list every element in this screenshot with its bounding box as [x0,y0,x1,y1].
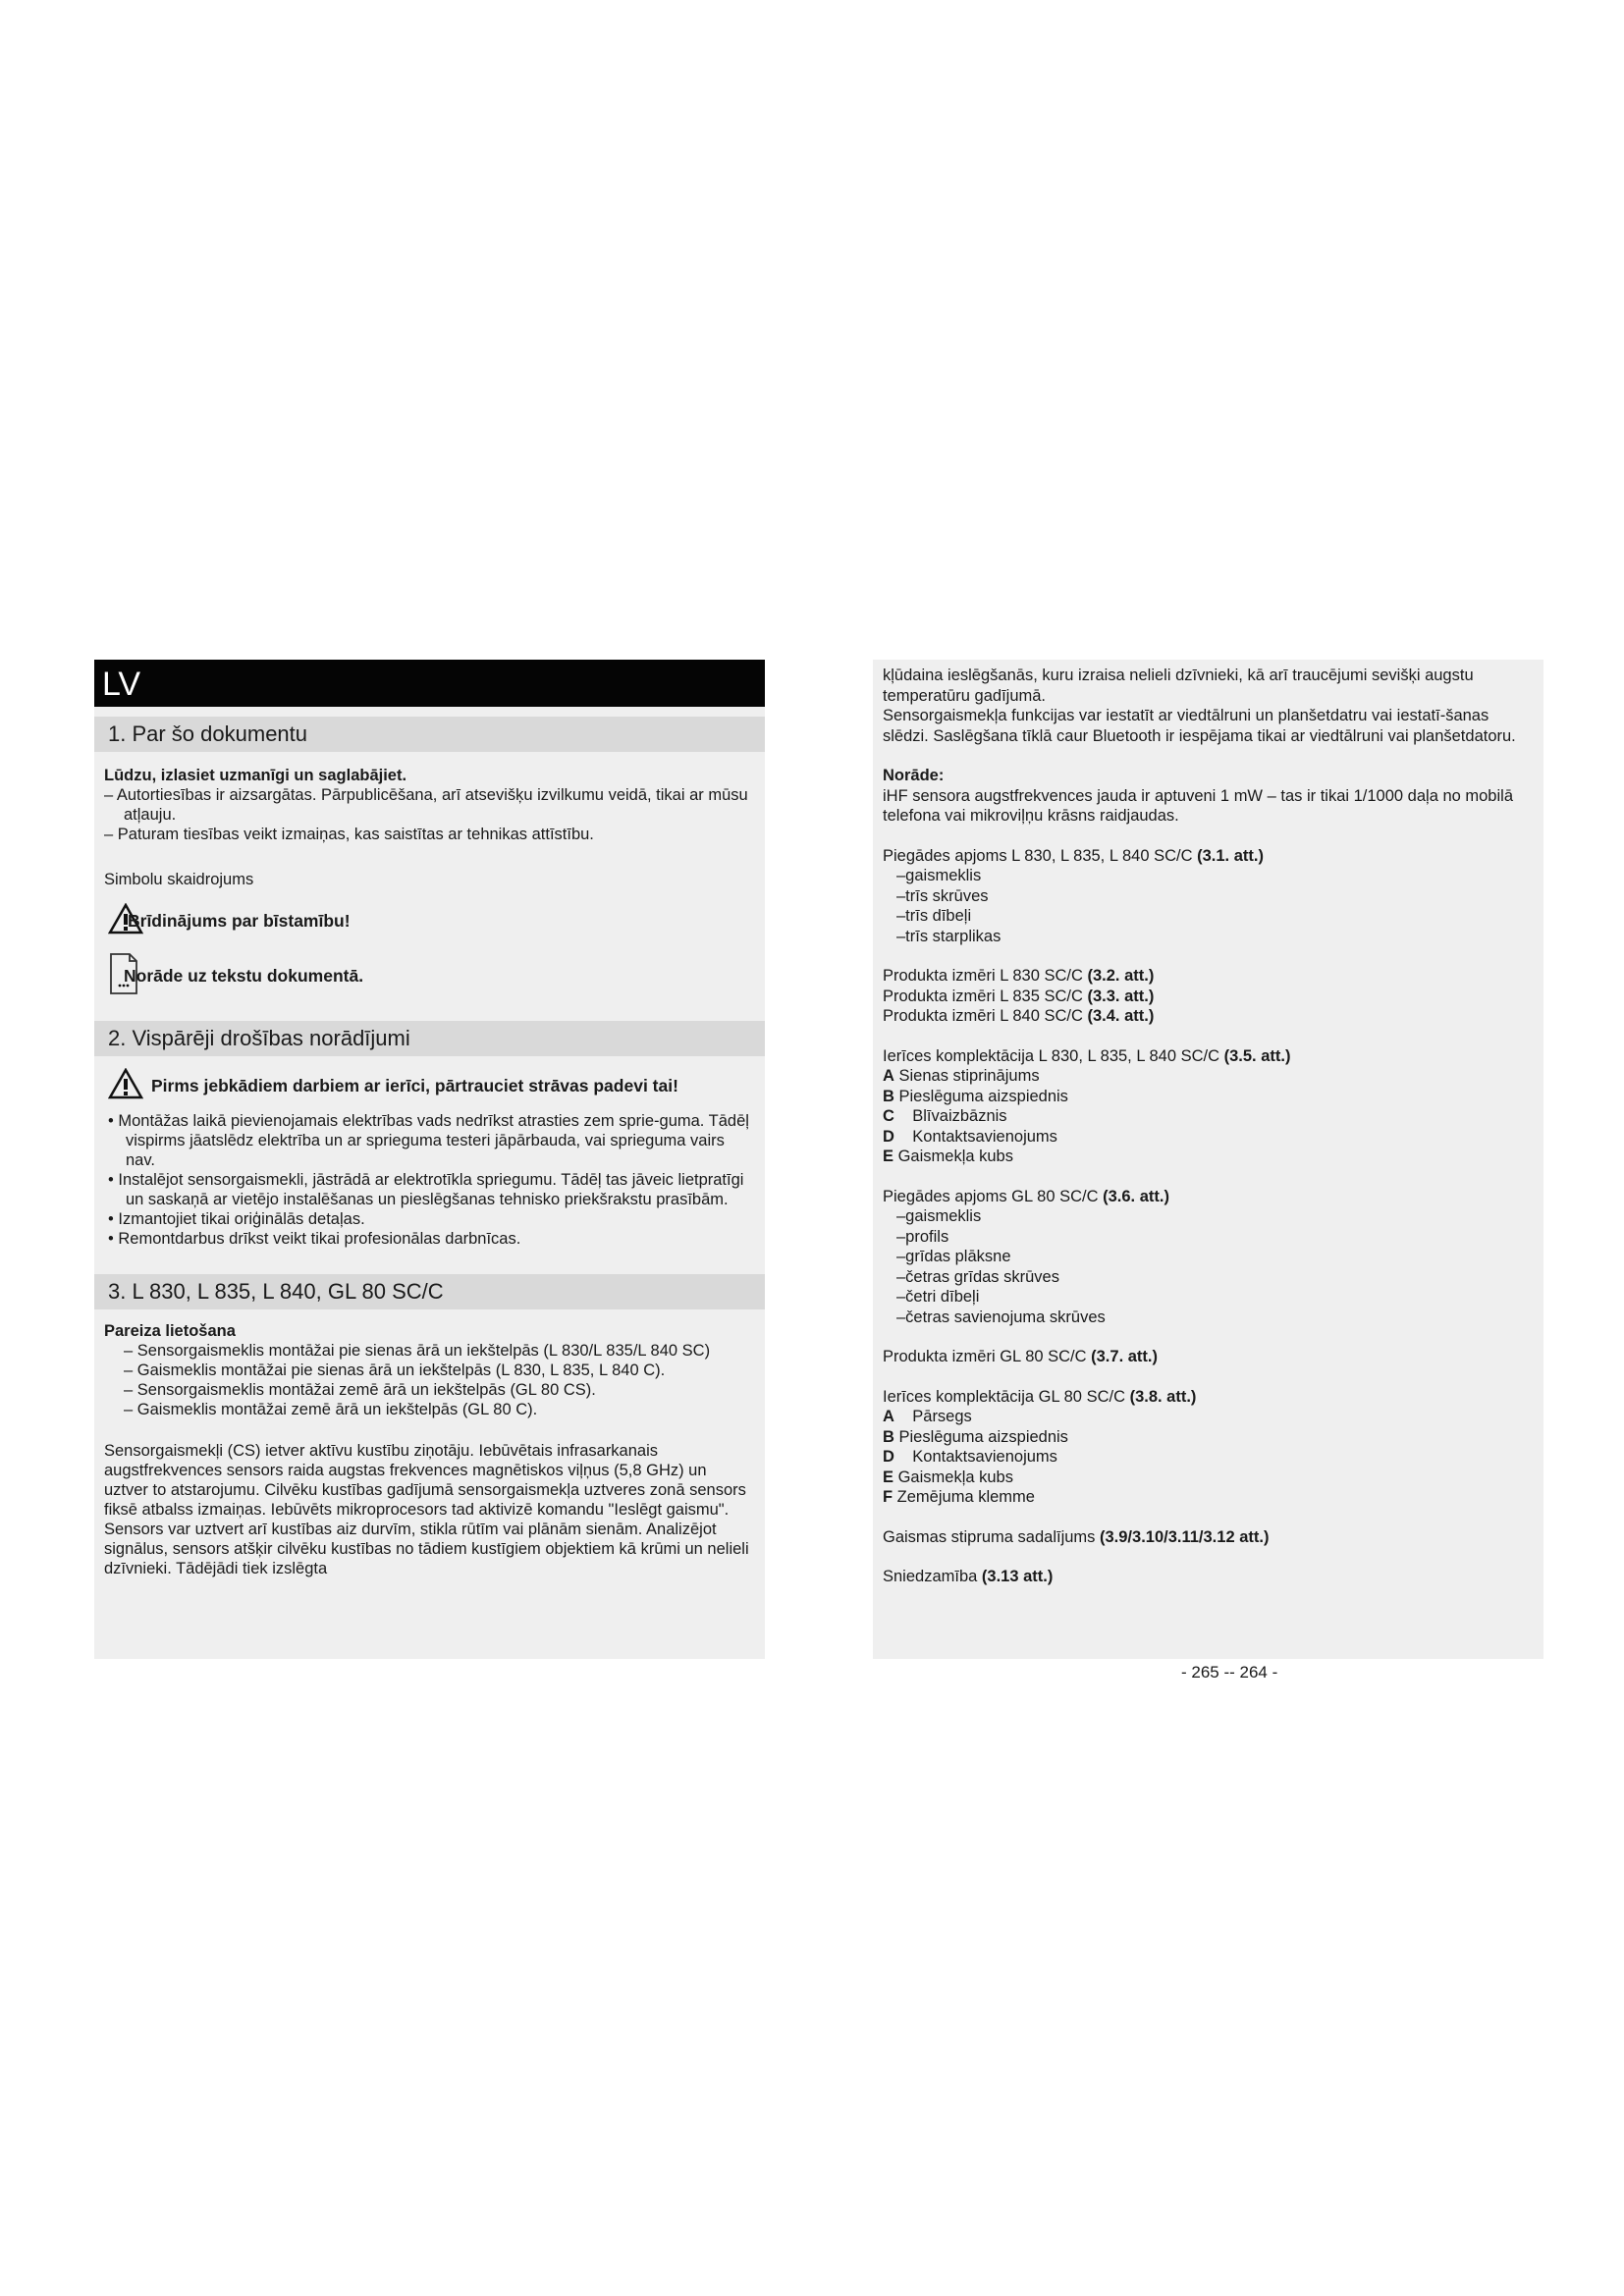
figure-ref: (3.4. att.) [1087,1007,1155,1025]
kit-key: B [883,1087,894,1105]
kit-key: D [883,1127,894,1146]
list-item: –četras savienojuma skrūves [896,1308,1106,1326]
scope-l-series [883,846,1534,867]
list-item: – Gaismeklis montāžai zemē ārā un iekštelpās (GL 80 C). [124,1401,538,1418]
light-distribution-text: Gaismas stipruma sadalījums [883,1527,1100,1546]
section-1-heading: 1. Par šo dokumentu [94,717,765,752]
kit-key: E [883,1148,894,1165]
kit-item [883,1427,1534,1448]
dims-l835 [883,987,1534,1007]
kit-gl80-text: Ierīces komplektācija GL 80 SC/C [883,1387,1130,1406]
kit-l-series [883,1046,1534,1067]
kit-value: Gaismekļa kubs [893,1148,1013,1165]
figure-ref: (3.8. att.) [1129,1387,1197,1406]
list-item: – Gaismeklis montāžai pie sienas ārā un iekštelpās (L 830, L 835, L 840 C). [124,1362,666,1379]
list-item: – Sensorgaismeklis montāžai zemē ārā un iekštelpās (GL 80 CS). [124,1381,596,1399]
figure-ref: (3.6. att.) [1103,1187,1169,1205]
kit-value: Sienas stiprinājums [893,1067,1040,1085]
kit-item [883,1106,1534,1127]
list-item: –četri dībeļi [896,1288,980,1306]
right-page-body [873,660,1543,1587]
kit-value: Pieslēguma aizspiednis [893,1427,1068,1446]
kit-item [883,1407,1534,1427]
kit-item [883,1447,1534,1468]
note-text: iHF sensora augstfrekvences jauda ir aptuveni 1 mW – tas ir tikai 1/1000 daļa no mobilā telefona vai mikroviļņu krāsns raidjaudas. [883,786,1513,825]
figure-ref: (3.7. att.) [1091,1348,1158,1365]
kit-item [883,1468,1534,1488]
power-off-warning-text: Pirms jebkādiem darbiem ar ierīci, pārtrauciet strāvas padevi tai! [151,1076,678,1095]
reach [883,1567,1534,1587]
figure-ref: (3.2. att.) [1087,967,1155,985]
list-item: –trīs starplikas [896,927,1001,945]
section-1-body [94,766,765,999]
section-3-heading: 3. L 830, L 835, L 840, GL 80 SC/C [94,1274,765,1309]
figure-ref: (3.1. att.) [1197,846,1264,865]
list-item: –trīs dībeļi [896,907,972,925]
page-numbers: - 265 -- 264 - [1181,1663,1278,1682]
list-item: – Sensorgaismeklis montāžai pie sienas ārā un iekštelpās (L 830/L 835/L 840 SC) [124,1342,711,1360]
dims-text: Produkta izmēri L 835 SC/C [883,987,1088,1005]
kit-item [883,1066,1534,1087]
dims-l830 [883,966,1534,987]
dims-text: Produkta izmēri L 840 SC/C [883,1007,1088,1025]
scope-gl80 [883,1187,1534,1207]
list-item: –gaismeklis [896,1207,982,1225]
left-page [94,660,765,1659]
kit-key: F [883,1488,893,1506]
list-item: –profils [896,1227,949,1246]
list-item: • Instalējot sensorgaismekli, jāstrādā ar elektrotīkla spriegumu. Tādēļ tas jāveic lietpratīgi un saskaņā ar vietējo instalēšanas un pieslēgšanas tehnisko priekšrakstu prasībām. [108,1171,744,1208]
symbols-title: Simbolu skaidrojums [104,871,254,888]
dims-text: Produkta izmēri L 830 SC/C [883,967,1088,985]
warning-label: Brīdinājums par bīstamību! [128,911,351,931]
kit-value: Pieslēguma aizspiednis [893,1087,1068,1105]
figure-ref: (3.3. att.) [1087,987,1155,1005]
section-3-body [94,1321,765,1578]
list-item: –trīs skrūves [896,886,989,905]
list-item: • Izmantojiet tikai oriģinālās detaļas. [108,1210,365,1228]
figure-ref: (3.9/3.10/3.11/3.12 att.) [1100,1527,1270,1546]
note-symbol-row [108,952,755,999]
kit-item [883,1487,1534,1508]
warning-triangle-icon [108,1068,143,1103]
list-item: • Montāžas laikā pievienojamais elektrības vads nedrīkst atrasties zem sprie-guma. Tādēļ vispirms jāatslēdz elektrība un ar sprieguma testeri jāpārbauda, vai sprieguma vairs nav. [108,1112,749,1169]
kit-value: Blīvaizbāznis [893,1107,1007,1125]
sensor-paragraph: Sensorgaismekļi (CS) ietver aktīvu kustību ziņotāju. Iebūvētais infrasarkanais augstfrekvences sensors raida augstas frekvences magnētiskos viļņus (5,8 GHz) un uztver to atstarojumu. Cilvēku kustības gadījumā sensorgaismekļa uztveres zonā sensors fiksē atbalss izmaiņas. Iebūvēts mikroprocesors tad aktivizē komandu "Ieslēgt gaismu". Sensors var uztvert arī kustības aiz durvīm, stikla rūtīm vai plānām sienām. Analizējot signālus, sensors atšķir cilvēku kustības no tādiem kustīgiem objektiem kā krūmi un nelieli dzīvnieki. Tādējādi tiek izslēgta [104,1442,749,1577]
dims-gl80 [883,1347,1534,1367]
note-label: Norāde uz tekstu dokumentā. [124,966,364,986]
scope-gl80-text: Piegādes apjoms GL 80 SC/C [883,1187,1104,1205]
dims-l840 [883,1006,1534,1027]
continued-text: kļūdaina ieslēgšanās, kuru izraisa nelieli dzīvnieki, kā arī traucējumi sevišķi augstu temperatūru gadījumā. [883,667,1474,705]
section-2-body [94,1068,765,1249]
usage-title: Pareiza lietošana [104,1322,236,1340]
list-item: • Remontdarbus drīkst veikt tikai profesionālas darbnīcas. [108,1230,521,1248]
list-item: – Autortiesības ir aizsargātas. Pārpublicēšana, arī atsevišķu izvilkumu veidā, tikai ar mūsu atļauju. [104,786,748,824]
list-item: – Paturam tiesības veikt izmaiņas, kas saistītas ar tehnikas attīstību. [104,826,594,843]
language-code: LV [94,660,765,707]
kit-value: Pārsegs [893,1408,972,1425]
section-2-heading: 2. Vispārēji drošības norādījumi [94,1021,765,1056]
kit-item [883,1147,1534,1167]
list-item: –četras grīdas skrūves [896,1267,1059,1286]
list-item: –grīdas plāksne [896,1248,1011,1265]
kit-key: B [883,1427,894,1446]
kit-gl80 [883,1387,1534,1408]
note-title: Norāde: [883,767,945,784]
figure-ref: (3.13 att.) [981,1568,1054,1585]
kit-l-series-text: Ierīces komplektācija L 830, L 835, L 840 SC/C [883,1046,1224,1065]
kit-item [883,1127,1534,1148]
warning-symbol-row [108,903,755,938]
right-page [873,660,1543,1659]
intro-text: Lūdzu, izlasiet uzmanīgi un saglabājiet. [104,767,407,784]
kit-value: Zemējuma klemme [893,1488,1035,1506]
kit-item [883,1087,1534,1107]
reach-text: Sniedzamība [883,1568,982,1585]
list-item: –gaismeklis [896,867,982,884]
kit-value: Gaismekļa kubs [893,1468,1013,1486]
figure-ref: (3.5. att.) [1223,1046,1291,1065]
light-distribution [883,1527,1534,1548]
kit-value: Kontaktsavienojums [893,1127,1057,1146]
kit-key: E [883,1468,894,1486]
dims-text: Produkta izmēri GL 80 SC/C [883,1348,1092,1365]
kit-key: A [883,1408,894,1425]
kit-key: C [883,1107,894,1125]
scope-l-series-text: Piegādes apjoms L 830, L 835, L 840 SC/C [883,846,1198,865]
functions-text: Sensorgaismekļa funkcijas var iestatīt ar viedtālruni un planšetdatru vai iestatī-šanas slēdzi. Saslēgšana tīklā caur Bluetooth ir iespējama tikai ar viedtālruni vai planšetdatoru. [883,707,1516,745]
power-off-warning [108,1068,755,1103]
kit-key: A [883,1067,894,1085]
kit-value: Kontaktsavienojums [893,1448,1057,1466]
kit-key: D [883,1448,894,1466]
